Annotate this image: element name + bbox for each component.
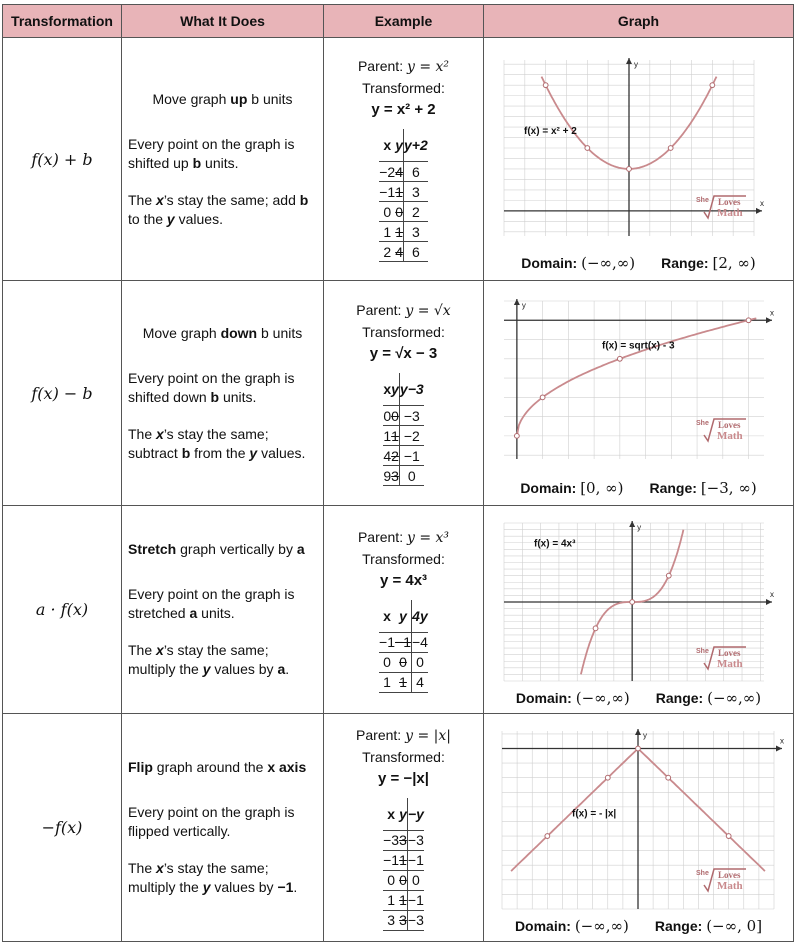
detail-two-part: The: [128, 191, 157, 208]
logo-loves: Loves: [717, 197, 740, 207]
value-table-heading: y: [399, 798, 407, 831]
value-table-cell: 2: [391, 447, 399, 464]
range-label: Range:: [649, 480, 697, 496]
value-table-heading: y+2: [404, 129, 428, 162]
detail-one-part: b: [192, 154, 202, 171]
function-label: f(x) = - |x|: [571, 807, 616, 819]
range-label: Range:: [654, 917, 703, 934]
parent-function: y = x²: [406, 59, 450, 75]
detail-two-part: values by: [210, 879, 278, 895]
description-cell: [122, 506, 324, 714]
range-value: (−∞,∞): [707, 688, 762, 707]
move-description-part: graph vertically by: [176, 541, 297, 557]
transformation-cell: [3, 281, 122, 506]
graph-cell: [484, 38, 794, 281]
detail-two-part: y: [202, 661, 211, 677]
row-flip: [3, 714, 794, 942]
value-table-cell: 3: [391, 467, 399, 484]
x-axis-arrow: [756, 208, 762, 214]
plot-point: [543, 83, 548, 88]
logo-math: Math: [716, 207, 743, 219]
logo-math: Math: [716, 657, 743, 670]
logo-she: She: [695, 647, 709, 655]
function-graph: [494, 727, 784, 915]
graph-cell: [484, 281, 794, 506]
plot-point: [605, 775, 610, 780]
value-table-cell: −1: [407, 892, 424, 908]
detail-two-part: y: [166, 210, 175, 227]
plot-point: [544, 833, 549, 838]
example-cell: [324, 281, 484, 506]
value-table-heading: y: [391, 373, 399, 406]
detail-two-part: y: [202, 879, 211, 895]
detail-one: [128, 585, 317, 623]
logo-math: Math: [716, 430, 743, 442]
plot-point: [629, 599, 634, 604]
detail-two-part: values.: [174, 210, 223, 227]
detail-two-part: .: [285, 661, 290, 677]
plot-point: [668, 146, 673, 151]
detail-two: [128, 859, 317, 897]
value-table-heading: y: [395, 600, 411, 633]
header-example: Example: [324, 5, 484, 38]
range-value: (−∞, 0]: [706, 916, 763, 935]
x-axis-label: x: [759, 198, 764, 208]
value-table-cell: 6: [404, 162, 428, 182]
description-cell: [122, 714, 324, 942]
move-description-part: Move graph: [152, 90, 231, 107]
value-table-header: [379, 129, 428, 162]
value-table-cell: −3: [407, 912, 424, 928]
domain-label: Domain:: [515, 689, 572, 706]
value-table-cell: 1: [391, 427, 399, 444]
value-table-cell: 1: [383, 427, 392, 444]
domain-range-line: [484, 254, 793, 272]
x-axis-label: x: [779, 736, 784, 746]
value-table-row: [379, 182, 428, 202]
move-description: [128, 324, 317, 343]
plot-point: [726, 833, 731, 838]
detail-two-part: .: [293, 879, 298, 895]
domain-value: [0, ∞): [580, 479, 624, 497]
plot-point: [746, 318, 751, 323]
plot-point: [635, 746, 640, 751]
detail-two-part: from the: [190, 444, 250, 461]
value-table: [383, 798, 424, 931]
logo-she: She: [695, 197, 709, 204]
value-table-cell: 1: [379, 222, 395, 242]
value-table-row: [383, 850, 424, 870]
detail-one-part: units.: [197, 605, 235, 621]
transformed-function: y = √x − 3: [369, 345, 438, 362]
value-table-heading: x: [383, 798, 399, 831]
value-table-cell: 0: [411, 652, 427, 672]
value-table-row: [383, 910, 424, 930]
move-description-part: Flip: [128, 759, 153, 775]
parent-label: Parent:: [356, 726, 402, 743]
y-axis-label: y: [633, 60, 638, 69]
transformed-label-line: [324, 747, 483, 768]
detail-two: [128, 425, 317, 463]
value-table-cell: 0: [379, 202, 395, 222]
plot-point: [666, 573, 671, 578]
function-label: f(x) = sqrt(x) - 3: [601, 340, 675, 352]
plot-point: [626, 167, 631, 172]
function-label: f(x) = 4x³: [533, 538, 575, 550]
graph-cell: [484, 506, 794, 714]
range-value: [−3, ∞): [700, 479, 757, 497]
domain-value: (−∞,∞): [581, 254, 636, 272]
value-table-cell: 0: [391, 407, 399, 424]
transformations-table: [2, 4, 794, 942]
example-cell: [324, 506, 484, 714]
value-table-cell: 6: [404, 242, 428, 262]
value-table-row: [383, 830, 424, 850]
transformation-cell: [3, 506, 122, 714]
transformed-function: y = 4x³: [379, 571, 428, 589]
value-table-heading: x: [383, 373, 391, 406]
value-table-header: [383, 373, 423, 406]
detail-two-part: The: [128, 425, 157, 442]
header-what-it-does: What It Does: [122, 5, 324, 38]
detail-two-part: b: [299, 191, 309, 208]
value-table-cell: 0: [395, 203, 403, 220]
value-table-cell: 1: [379, 672, 395, 692]
value-table-cell: 1: [399, 852, 407, 868]
value-table-row: [383, 890, 424, 910]
transformed-function: y = x² + 2: [371, 101, 436, 118]
y-axis-arrow: [635, 729, 641, 735]
value-table-cell: 1: [395, 183, 403, 200]
detail-two-part: x: [156, 425, 164, 442]
example-cell: [324, 38, 484, 281]
parent-function: y = x³: [406, 529, 450, 546]
detail-two-part: ’s stay the same; add: [163, 191, 300, 208]
value-table-cell: 3: [399, 912, 407, 928]
value-table-cell: 2: [404, 202, 428, 222]
detail-one: [128, 803, 317, 841]
plot-point: [665, 775, 670, 780]
transformed-label-line: [324, 322, 483, 343]
detail-two-part: y: [249, 444, 258, 461]
move-description-part: b units: [257, 324, 303, 341]
transformed-function-line: [324, 99, 483, 121]
plot-point: [584, 146, 589, 151]
value-table-row: [379, 652, 428, 672]
value-table: [383, 373, 423, 486]
detail-one-part: a: [189, 605, 198, 621]
value-table-row: [379, 632, 428, 652]
example-cell: [324, 714, 484, 942]
value-table-cell: −1: [395, 634, 411, 650]
value-table-cell: 0: [399, 872, 407, 888]
parent-function: y = √x: [405, 303, 451, 319]
value-table-cell: 1: [399, 892, 407, 908]
value-table-row: [379, 202, 428, 222]
detail-two-part: x: [156, 191, 164, 208]
move-description: [128, 90, 317, 109]
value-table-row: [379, 672, 428, 692]
value-table-row: [379, 242, 428, 262]
value-table-header: [383, 798, 424, 831]
value-table-cell: −1: [379, 634, 396, 650]
value-table-cell: 4: [395, 163, 403, 180]
y-axis-label: y: [521, 301, 526, 310]
logo-math: Math: [716, 879, 743, 892]
value-table-cell: 0: [399, 466, 423, 486]
domain-range-line: [484, 479, 793, 497]
transformed-label: Transformed:: [362, 324, 445, 340]
value-table: [379, 600, 428, 693]
x-axis-arrow: [766, 317, 772, 323]
value-table-row: [383, 446, 423, 466]
value-table-cell: −1: [399, 446, 423, 466]
detail-two-part: ’s stay the same; multiply the: [128, 860, 269, 895]
x-axis-label: x: [769, 589, 774, 599]
domain-label: Domain:: [514, 917, 571, 934]
move-description-part: up: [230, 90, 248, 107]
move-description-part: graph around the: [152, 759, 268, 775]
logo-loves: Loves: [717, 647, 740, 658]
value-table-heading: −y: [407, 798, 423, 831]
move-description-part: b units: [247, 90, 293, 107]
value-table-row: [379, 162, 428, 182]
move-description-part: x axis: [267, 759, 307, 775]
logo-she: She: [695, 869, 709, 877]
value-table-cell: 0: [407, 870, 423, 890]
detail-one-part: units.: [201, 154, 239, 171]
detail-two-part: −1: [277, 879, 294, 895]
domain-label: Domain:: [520, 480, 577, 496]
detail-two-part: b: [181, 444, 191, 461]
move-description-part: a: [296, 541, 305, 557]
range-value: [2, ∞): [712, 254, 756, 272]
detail-two-part: ’s stay the same; multiply the: [128, 642, 269, 677]
value-table-cell: 4: [411, 672, 427, 692]
transformation-formula: a · f(x): [35, 600, 89, 619]
domain-label: Domain:: [521, 255, 578, 271]
detail-one-part: Every point on the graph is shifted up: [128, 135, 295, 171]
row-shift-down: [3, 281, 794, 506]
value-table-heading: y−3: [399, 373, 423, 406]
row-stretch: [3, 506, 794, 714]
logo-loves: Loves: [717, 420, 740, 430]
value-table-cell: 0: [379, 652, 395, 672]
logo-loves: Loves: [717, 869, 740, 880]
parent-line: [324, 300, 483, 322]
x-axis-arrow: [776, 745, 782, 751]
header-row: [3, 5, 794, 38]
detail-one-part: Every point on the graph is stretched: [128, 586, 295, 621]
plot-point: [709, 83, 714, 88]
function-label: f(x) = x² + 2: [523, 125, 577, 137]
value-table-heading: 4y: [411, 600, 427, 633]
value-table-cell: 4: [395, 243, 403, 260]
value-table-cell: 9: [383, 467, 392, 484]
domain-value: (−∞,∞): [574, 916, 629, 935]
function-graph: [494, 519, 784, 687]
domain-range-line: [484, 917, 793, 935]
x-axis-label: x: [769, 308, 774, 318]
detail-one-part: units.: [219, 388, 257, 405]
value-table: [379, 129, 428, 262]
value-table-cell: −3: [383, 832, 400, 848]
move-description-part: Move graph: [142, 324, 221, 341]
transformed-label: Transformed:: [362, 748, 445, 765]
detail-two-part: x: [156, 642, 164, 658]
parent-line: [324, 725, 483, 747]
detail-two-part: values by: [210, 661, 278, 677]
move-description-part: Stretch: [128, 541, 177, 557]
detail-one: [128, 135, 317, 173]
parent-line: [324, 527, 483, 549]
y-axis-arrow: [513, 299, 519, 305]
plot-point: [514, 433, 519, 438]
transformed-label: Transformed:: [362, 80, 445, 96]
function-graph: [494, 295, 784, 477]
value-table-row: [383, 466, 423, 486]
detail-two-part: a: [277, 661, 286, 677]
transformed-function-line: [324, 570, 483, 592]
description-cell: [122, 281, 324, 506]
value-table-cell: 3: [383, 910, 399, 930]
header-transformation: Transformation: [3, 5, 122, 38]
x-axis-arrow: [766, 599, 772, 605]
domain-value: (−∞,∞): [575, 688, 630, 707]
value-table-cell: 0: [383, 407, 392, 424]
detail-one-part: Every point on the graph is flipped vertically.: [128, 804, 295, 839]
transformed-label-line: [324, 549, 483, 570]
value-table-cell: 1: [395, 672, 411, 692]
transformed-function: y = −|x|: [378, 769, 429, 787]
logo-she: She: [695, 420, 709, 427]
value-table-cell: 2: [379, 242, 395, 262]
plot-point: [540, 395, 545, 400]
value-table-heading: y: [395, 129, 403, 162]
value-table-row: [383, 426, 423, 446]
plot-point: [617, 356, 622, 361]
detail-two: [128, 641, 317, 679]
row-shift-up: [3, 38, 794, 281]
move-description: [128, 540, 317, 559]
value-table-cell: 1: [383, 890, 399, 910]
parent-label: Parent:: [357, 528, 404, 545]
detail-two-part: values.: [257, 444, 306, 461]
detail-two-part: The: [128, 642, 157, 658]
value-table-cell: −1: [379, 183, 396, 200]
detail-two-part: ’s stay the same; subtract: [128, 425, 269, 461]
value-table-cell: −3: [399, 406, 423, 426]
value-table-row: [383, 870, 424, 890]
y-axis-arrow: [626, 58, 632, 64]
y-axis-label: y: [636, 522, 641, 532]
y-axis-label: y: [642, 730, 647, 740]
value-table-heading: x: [379, 129, 395, 162]
domain-range-line: [484, 689, 793, 707]
value-table-cell: 3: [404, 222, 428, 242]
transformation-cell: [3, 38, 122, 281]
value-table-cell: 0: [395, 652, 411, 672]
value-table-cell: 4: [383, 447, 392, 464]
value-table-cell: −1: [407, 852, 424, 868]
parent-label: Parent:: [357, 58, 404, 74]
value-table-cell: −1: [383, 852, 400, 868]
value-table-cell: 3: [404, 182, 428, 202]
value-table-row: [383, 406, 423, 426]
move-description-part: down: [220, 324, 258, 341]
transformed-function-line: [324, 768, 483, 790]
header-graph: Graph: [484, 5, 794, 38]
transformed-label: Transformed:: [362, 550, 445, 567]
transformation-formula: −f(x): [41, 818, 83, 837]
value-table-cell: 0: [383, 870, 399, 890]
parent-label: Parent:: [356, 302, 402, 318]
plot-point: [593, 625, 598, 630]
value-table-cell: −2: [379, 163, 396, 180]
transformed-label-line: [324, 78, 483, 99]
value-table-cell: −3: [407, 832, 424, 848]
value-table-cell: 1: [395, 223, 403, 240]
value-table-row: [379, 222, 428, 242]
transformation-formula: f(x) + b: [31, 149, 93, 169]
detail-one-part: Every point on the graph is shifted down: [128, 369, 295, 405]
transformation-formula: f(x) − b: [31, 383, 93, 403]
detail-one-part: b: [210, 388, 220, 405]
function-graph: [494, 52, 784, 252]
graph-cell: [484, 714, 794, 942]
value-table-cell: −2: [399, 426, 423, 446]
detail-two: [128, 191, 317, 229]
y-axis-arrow: [629, 521, 635, 527]
detail-two-part: to the: [128, 210, 167, 227]
parent-line: [324, 56, 483, 78]
value-table-header: [379, 600, 428, 633]
transformed-function-line: [324, 343, 483, 365]
value-table-cell: 3: [399, 832, 407, 848]
move-description: [128, 758, 317, 777]
detail-two-part: x: [156, 860, 164, 876]
parent-function: y = |x|: [405, 727, 451, 744]
detail-one: [128, 369, 317, 407]
range-label: Range:: [661, 255, 709, 271]
value-table-cell: −4: [411, 634, 428, 650]
range-label: Range:: [655, 689, 704, 706]
transformation-cell: [3, 714, 122, 942]
description-cell: [122, 38, 324, 281]
value-table-heading: x: [379, 600, 395, 633]
detail-two-part: The: [128, 860, 157, 876]
